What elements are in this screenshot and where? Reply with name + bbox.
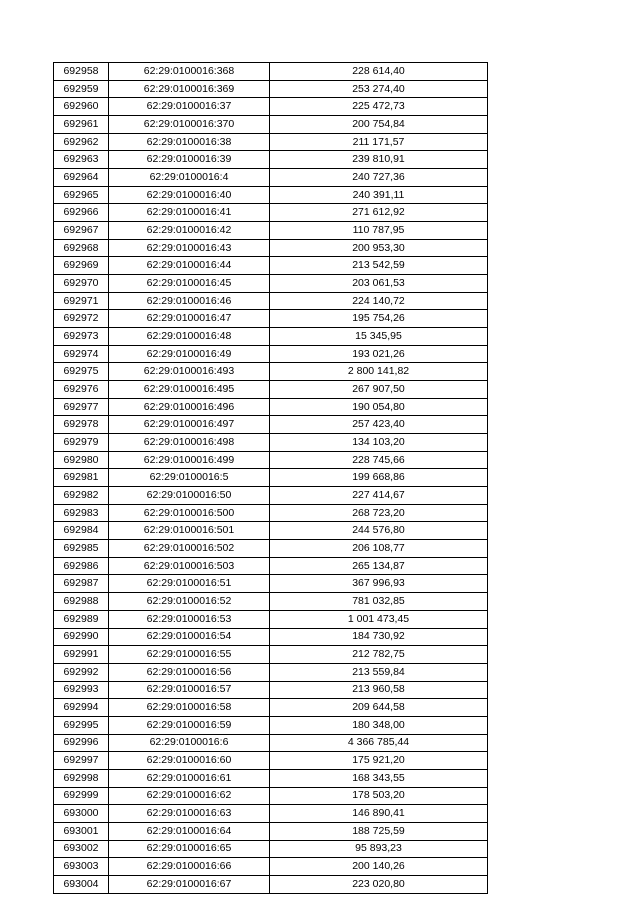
cadastral-number-cell: 62:29:0100016:67 — [109, 875, 270, 893]
cadastral-number-cell: 62:29:0100016:52 — [109, 593, 270, 611]
table-row — [54, 275, 488, 293]
cadastral-number-cell: 62:29:0100016:50 — [109, 487, 270, 505]
table-row — [54, 310, 488, 328]
cadastral-number-cell: 62:29:0100016:4 — [109, 169, 270, 187]
row-number-cell: 692976 — [54, 381, 109, 399]
cadastral-value-table — [53, 62, 488, 894]
value-cell: 265 134,87 — [270, 557, 488, 575]
cadastral-number-cell: 62:29:0100016:498 — [109, 434, 270, 452]
row-number-cell: 692992 — [54, 663, 109, 681]
row-number-cell: 693004 — [54, 875, 109, 893]
cadastral-number-cell: 62:29:0100016:40 — [109, 186, 270, 204]
table-row — [54, 328, 488, 346]
table-row — [54, 504, 488, 522]
row-number-cell: 692961 — [54, 116, 109, 134]
row-number-cell: 692960 — [54, 98, 109, 116]
row-number-cell: 693000 — [54, 805, 109, 823]
row-number-cell: 692995 — [54, 716, 109, 734]
row-number-cell: 692990 — [54, 628, 109, 646]
cadastral-number-cell: 62:29:0100016:48 — [109, 328, 270, 346]
cadastral-number-cell: 62:29:0100016:51 — [109, 575, 270, 593]
row-number-cell: 692982 — [54, 487, 109, 505]
value-cell: 268 723,20 — [270, 504, 488, 522]
table-row — [54, 222, 488, 240]
row-number-cell: 692965 — [54, 186, 109, 204]
row-number-cell: 692983 — [54, 504, 109, 522]
row-number-cell: 692964 — [54, 169, 109, 187]
value-cell: 257 423,40 — [270, 416, 488, 434]
row-number-cell: 692977 — [54, 398, 109, 416]
row-number-cell: 692979 — [54, 434, 109, 452]
row-number-cell: 692988 — [54, 593, 109, 611]
cadastral-number-cell: 62:29:0100016:64 — [109, 822, 270, 840]
row-number-cell: 692985 — [54, 540, 109, 558]
table-row — [54, 416, 488, 434]
table-row — [54, 116, 488, 134]
table-row — [54, 787, 488, 805]
cadastral-number-cell: 62:29:0100016:61 — [109, 769, 270, 787]
value-cell: 184 730,92 — [270, 628, 488, 646]
value-cell: 193 021,26 — [270, 345, 488, 363]
row-number-cell: 692971 — [54, 292, 109, 310]
value-cell: 1 001 473,45 — [270, 610, 488, 628]
value-cell: 195 754,26 — [270, 310, 488, 328]
table-row — [54, 345, 488, 363]
table-row — [54, 805, 488, 823]
cadastral-number-cell: 62:29:0100016:368 — [109, 63, 270, 81]
row-number-cell: 692958 — [54, 63, 109, 81]
value-cell: 211 171,57 — [270, 133, 488, 151]
cadastral-number-cell: 62:29:0100016:5 — [109, 469, 270, 487]
value-cell: 367 996,93 — [270, 575, 488, 593]
value-cell: 200 754,84 — [270, 116, 488, 134]
table-row — [54, 628, 488, 646]
cadastral-number-cell: 62:29:0100016:43 — [109, 239, 270, 257]
cadastral-number-cell: 62:29:0100016:500 — [109, 504, 270, 522]
row-number-cell: 693003 — [54, 858, 109, 876]
cadastral-number-cell: 62:29:0100016:496 — [109, 398, 270, 416]
cadastral-number-cell: 62:29:0100016:38 — [109, 133, 270, 151]
value-cell: 95 893,23 — [270, 840, 488, 858]
row-number-cell: 692966 — [54, 204, 109, 222]
value-cell: 134 103,20 — [270, 434, 488, 452]
row-number-cell: 692975 — [54, 363, 109, 381]
row-number-cell: 692973 — [54, 328, 109, 346]
table-row — [54, 381, 488, 399]
row-number-cell: 692987 — [54, 575, 109, 593]
cadastral-number-cell: 62:29:0100016:6 — [109, 734, 270, 752]
row-number-cell: 692996 — [54, 734, 109, 752]
table-row — [54, 822, 488, 840]
cadastral-number-cell: 62:29:0100016:39 — [109, 151, 270, 169]
cadastral-number-cell: 62:29:0100016:58 — [109, 699, 270, 717]
table-row — [54, 469, 488, 487]
row-number-cell: 693002 — [54, 840, 109, 858]
value-cell: 228 614,40 — [270, 63, 488, 81]
row-number-cell: 692959 — [54, 80, 109, 98]
cadastral-number-cell: 62:29:0100016:56 — [109, 663, 270, 681]
table-row — [54, 434, 488, 452]
cadastral-number-cell: 62:29:0100016:54 — [109, 628, 270, 646]
cadastral-number-cell: 62:29:0100016:49 — [109, 345, 270, 363]
value-cell: 200 953,30 — [270, 239, 488, 257]
table-row — [54, 593, 488, 611]
value-cell: 244 576,80 — [270, 522, 488, 540]
value-cell: 267 907,50 — [270, 381, 488, 399]
cadastral-number-cell: 62:29:0100016:369 — [109, 80, 270, 98]
value-cell: 203 061,53 — [270, 275, 488, 293]
cadastral-number-cell: 62:29:0100016:62 — [109, 787, 270, 805]
table-row — [54, 151, 488, 169]
table-body — [54, 63, 488, 894]
row-number-cell: 692974 — [54, 345, 109, 363]
cadastral-number-cell: 62:29:0100016:59 — [109, 716, 270, 734]
row-number-cell: 692984 — [54, 522, 109, 540]
table-row — [54, 663, 488, 681]
cadastral-number-cell: 62:29:0100016:63 — [109, 805, 270, 823]
value-cell: 146 890,41 — [270, 805, 488, 823]
value-cell: 213 960,58 — [270, 681, 488, 699]
table-row — [54, 752, 488, 770]
value-cell: 225 472,73 — [270, 98, 488, 116]
cadastral-number-cell: 62:29:0100016:502 — [109, 540, 270, 558]
row-number-cell: 692994 — [54, 699, 109, 717]
table-row — [54, 840, 488, 858]
table-row — [54, 133, 488, 151]
table-row — [54, 186, 488, 204]
row-number-cell: 692962 — [54, 133, 109, 151]
table-row — [54, 292, 488, 310]
table-row — [54, 540, 488, 558]
row-number-cell: 692991 — [54, 646, 109, 664]
value-cell: 188 725,59 — [270, 822, 488, 840]
cadastral-number-cell: 62:29:0100016:47 — [109, 310, 270, 328]
cadastral-number-cell: 62:29:0100016:37 — [109, 98, 270, 116]
value-cell: 15 345,95 — [270, 328, 488, 346]
cadastral-number-cell: 62:29:0100016:370 — [109, 116, 270, 134]
value-cell: 224 140,72 — [270, 292, 488, 310]
table-row — [54, 398, 488, 416]
cadastral-number-cell: 62:29:0100016:57 — [109, 681, 270, 699]
row-number-cell: 692972 — [54, 310, 109, 328]
row-number-cell: 692968 — [54, 239, 109, 257]
value-cell: 212 782,75 — [270, 646, 488, 664]
cadastral-number-cell: 62:29:0100016:53 — [109, 610, 270, 628]
table-row — [54, 769, 488, 787]
table-row — [54, 98, 488, 116]
value-cell: 178 503,20 — [270, 787, 488, 805]
row-number-cell: 692967 — [54, 222, 109, 240]
value-cell: 240 391,11 — [270, 186, 488, 204]
value-cell: 223 020,80 — [270, 875, 488, 893]
row-number-cell: 693001 — [54, 822, 109, 840]
cadastral-number-cell: 62:29:0100016:493 — [109, 363, 270, 381]
value-cell: 239 810,91 — [270, 151, 488, 169]
table-row — [54, 80, 488, 98]
row-number-cell: 692993 — [54, 681, 109, 699]
value-cell: 4 366 785,44 — [270, 734, 488, 752]
row-number-cell: 692981 — [54, 469, 109, 487]
cadastral-number-cell: 62:29:0100016:495 — [109, 381, 270, 399]
value-cell: 2 800 141,82 — [270, 363, 488, 381]
table-row — [54, 575, 488, 593]
table-row — [54, 716, 488, 734]
table-row — [54, 875, 488, 893]
cadastral-number-cell: 62:29:0100016:503 — [109, 557, 270, 575]
row-number-cell: 692969 — [54, 257, 109, 275]
table-row — [54, 681, 488, 699]
value-cell: 227 414,67 — [270, 487, 488, 505]
table-row — [54, 858, 488, 876]
value-cell: 200 140,26 — [270, 858, 488, 876]
table-row — [54, 646, 488, 664]
table-row — [54, 699, 488, 717]
row-number-cell: 692978 — [54, 416, 109, 434]
row-number-cell: 692963 — [54, 151, 109, 169]
row-number-cell: 692999 — [54, 787, 109, 805]
row-number-cell: 692986 — [54, 557, 109, 575]
value-cell: 209 644,58 — [270, 699, 488, 717]
value-cell: 228 745,66 — [270, 451, 488, 469]
row-number-cell: 692980 — [54, 451, 109, 469]
value-cell: 271 612,92 — [270, 204, 488, 222]
cadastral-number-cell: 62:29:0100016:55 — [109, 646, 270, 664]
value-cell: 213 542,59 — [270, 257, 488, 275]
value-cell: 110 787,95 — [270, 222, 488, 240]
value-cell: 253 274,40 — [270, 80, 488, 98]
cadastral-number-cell: 62:29:0100016:46 — [109, 292, 270, 310]
cadastral-number-cell: 62:29:0100016:60 — [109, 752, 270, 770]
table-row — [54, 169, 488, 187]
table-row — [54, 487, 488, 505]
table-row — [54, 734, 488, 752]
cadastral-number-cell: 62:29:0100016:42 — [109, 222, 270, 240]
cadastral-number-cell: 62:29:0100016:499 — [109, 451, 270, 469]
row-number-cell: 692998 — [54, 769, 109, 787]
cadastral-number-cell: 62:29:0100016:65 — [109, 840, 270, 858]
table-row — [54, 610, 488, 628]
table-row — [54, 522, 488, 540]
row-number-cell: 692997 — [54, 752, 109, 770]
value-cell: 180 348,00 — [270, 716, 488, 734]
value-cell: 190 054,80 — [270, 398, 488, 416]
value-cell: 168 343,55 — [270, 769, 488, 787]
value-cell: 240 727,36 — [270, 169, 488, 187]
table-row — [54, 239, 488, 257]
table-row — [54, 363, 488, 381]
cadastral-number-cell: 62:29:0100016:501 — [109, 522, 270, 540]
row-number-cell: 692970 — [54, 275, 109, 293]
table-row — [54, 63, 488, 81]
table-row — [54, 257, 488, 275]
table-row — [54, 204, 488, 222]
cadastral-number-cell: 62:29:0100016:497 — [109, 416, 270, 434]
cadastral-number-cell: 62:29:0100016:41 — [109, 204, 270, 222]
cadastral-number-cell: 62:29:0100016:44 — [109, 257, 270, 275]
value-cell: 213 559,84 — [270, 663, 488, 681]
row-number-cell: 692989 — [54, 610, 109, 628]
value-cell: 781 032,85 — [270, 593, 488, 611]
value-cell: 206 108,77 — [270, 540, 488, 558]
table-row — [54, 557, 488, 575]
value-cell: 175 921,20 — [270, 752, 488, 770]
cadastral-number-cell: 62:29:0100016:45 — [109, 275, 270, 293]
cadastral-number-cell: 62:29:0100016:66 — [109, 858, 270, 876]
value-cell: 199 668,86 — [270, 469, 488, 487]
table-row — [54, 451, 488, 469]
